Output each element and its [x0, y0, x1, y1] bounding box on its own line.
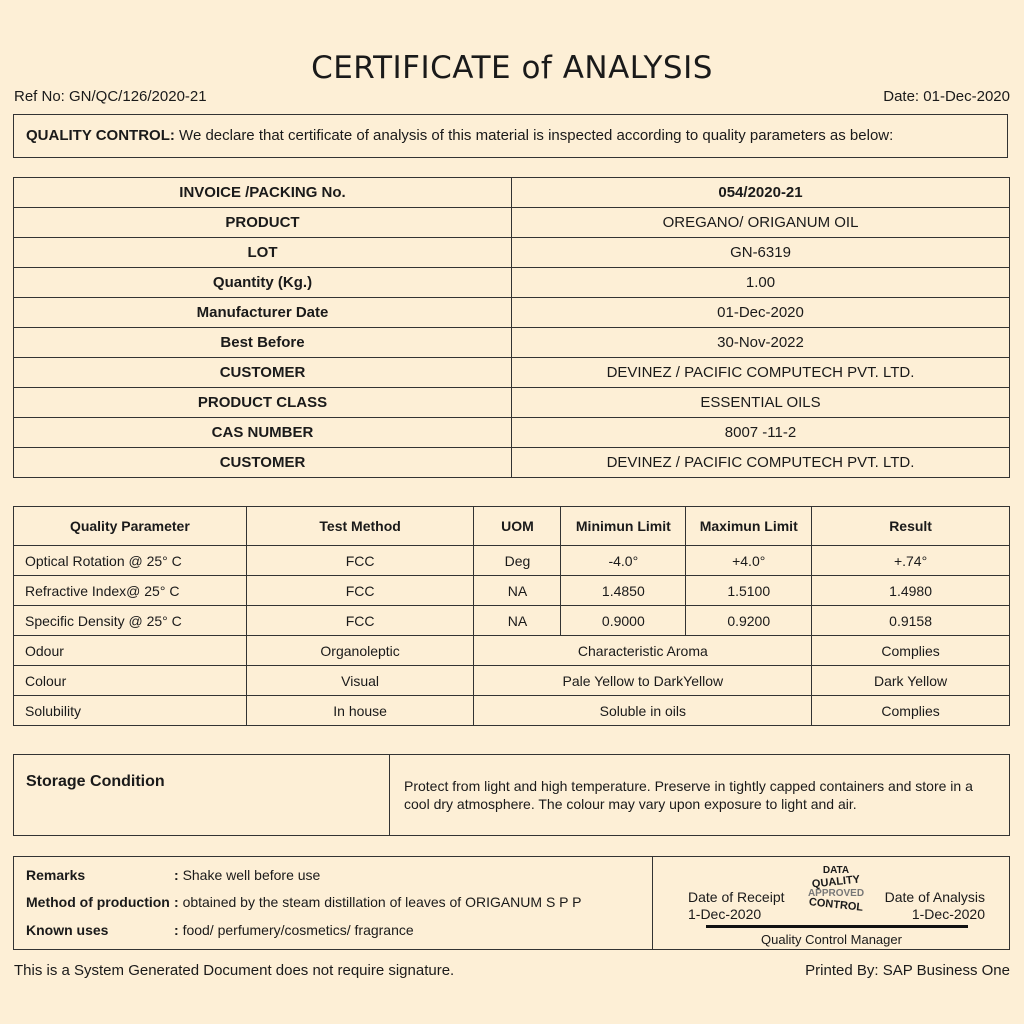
table-row [14, 636, 1010, 666]
qc-text: We declare that certificate of analysis of this material is inspected according to quality parameters as below: [174, 127, 894, 144]
table-row [14, 666, 1010, 696]
quality-parameters-table [13, 506, 1010, 726]
table-cell: Specific Density @ 25° C [14, 606, 247, 636]
remarks-row: Remarks : Shake well before use [26, 867, 321, 883]
printed-by: Printed By: SAP Business One [805, 962, 1010, 979]
document-date: Date: 01-Dec-2020 [883, 88, 1010, 105]
info-key: CAS NUMBER [14, 418, 512, 448]
table-cell: Solubility [14, 696, 247, 726]
info-value: 30-Nov-2022 [512, 328, 1010, 358]
table-row [14, 546, 1010, 576]
divider [652, 857, 653, 949]
info-value: DEVINEZ / PACIFIC COMPUTECH PVT. LTD. [512, 448, 1010, 478]
remarks-value: Shake well before use [182, 867, 321, 883]
method-row: Method of production : obtained by the steam distillation of leaves of ORIGANUM S P P [26, 894, 582, 910]
table-cell: 1.4980 [812, 576, 1010, 606]
remarks-box [13, 856, 1010, 950]
table-cell: Characteristic Aroma [474, 636, 812, 666]
table-cell: Deg [474, 546, 561, 576]
column-header: UOM [474, 507, 561, 546]
info-key: Best Before [14, 328, 512, 358]
table-cell: In house [246, 696, 474, 726]
info-key: PRODUCT [14, 208, 512, 238]
table-cell: Organoleptic [246, 636, 474, 666]
product-info-table [13, 177, 1010, 478]
stamp-text: APPROVED [807, 888, 865, 899]
column-header: Test Method [246, 507, 474, 546]
table-cell: Odour [14, 636, 247, 666]
receipt-label: Date of Receipt [688, 889, 785, 905]
analysis-label: Date of Analysis [884, 889, 985, 905]
table-cell: Pale Yellow to DarkYellow [474, 666, 812, 696]
stamp-text: CONTROL [808, 896, 864, 914]
table-cell: NA [474, 576, 561, 606]
info-row [14, 388, 1010, 418]
table-cell: +4.0° [686, 546, 812, 576]
table-cell: Optical Rotation @ 25° C [14, 546, 247, 576]
stamp-text: QUALITY [811, 873, 861, 891]
storage-label: Storage Condition [26, 773, 165, 790]
info-value: 01-Dec-2020 [512, 298, 1010, 328]
stamp-text: DATA [822, 865, 850, 876]
qc-label: QUALITY CONTROL: [26, 127, 175, 144]
table-cell: Dark Yellow [812, 666, 1010, 696]
uses-value: food/ perfumery/cosmetics/ fragrance [182, 922, 414, 938]
analysis-value: 1-Dec-2020 [911, 906, 985, 922]
info-key: Quantity (Kg.) [14, 268, 512, 298]
storage-condition-box [13, 754, 1010, 836]
storage-text: Protect from light and high temperature. Preserve in tightly capped containers and store in a cool dry atmosphere. The colour may vary upon exposure to light and air. [404, 778, 973, 812]
table-cell: Visual [246, 666, 474, 696]
approved-stamp [804, 865, 868, 925]
table-cell: Soluble in oils [474, 696, 812, 726]
info-row [14, 328, 1010, 358]
table-cell: FCC [246, 606, 474, 636]
table-row [14, 576, 1010, 606]
method-value: obtained by the steam distillation of leaves of ORIGANUM S P P [182, 894, 582, 910]
info-row [14, 418, 1010, 448]
table-cell: 0.9200 [686, 606, 812, 636]
info-value: GN-6319 [512, 238, 1010, 268]
info-value: DEVINEZ / PACIFIC COMPUTECH PVT. LTD. [512, 358, 1010, 388]
table-row [14, 606, 1010, 636]
info-row [14, 238, 1010, 268]
info-key: INVOICE /PACKING No. [14, 178, 512, 208]
uses-row: Known uses : food/ perfumery/cosmetics/ fragrance [26, 922, 414, 938]
remarks-key: Remarks [26, 867, 86, 883]
info-key: CUSTOMER [14, 358, 512, 388]
table-cell: FCC [246, 576, 474, 606]
table-cell: NA [474, 606, 561, 636]
column-header: Minimun Limit [561, 507, 686, 546]
column-header: Quality Parameter [14, 507, 247, 546]
info-row [14, 208, 1010, 238]
table-cell: 1.5100 [686, 576, 812, 606]
uses-key: Known uses [26, 922, 109, 938]
info-key: LOT [14, 238, 512, 268]
manager-label: Quality Control Manager [761, 932, 902, 947]
info-key: Manufacturer Date [14, 298, 512, 328]
info-value: OREGANO/ ORIGANUM OIL [512, 208, 1010, 238]
table-cell: +.74° [812, 546, 1010, 576]
info-value: 8007 -11-2 [512, 418, 1010, 448]
column-header: Result [812, 507, 1010, 546]
info-row [14, 358, 1010, 388]
receipt-value: 1-Dec-2020 [688, 906, 762, 922]
info-row [14, 298, 1010, 328]
reference-number: Ref No: GN/QC/126/2020-21 [14, 88, 207, 105]
info-value: 1.00 [512, 268, 1010, 298]
quality-control-statement [13, 114, 1008, 158]
info-row [14, 268, 1010, 298]
info-row [14, 178, 1010, 208]
table-cell: FCC [246, 546, 474, 576]
table-cell: -4.0° [561, 546, 686, 576]
divider [389, 755, 390, 835]
table-cell: Complies [812, 696, 1010, 726]
info-value: 054/2020-21 [512, 178, 1010, 208]
table-cell: 1.4850 [561, 576, 686, 606]
info-row [14, 448, 1010, 478]
table-cell: Colour [14, 666, 247, 696]
table-cell: 0.9158 [812, 606, 1010, 636]
approval-area [654, 857, 1009, 949]
table-cell: 0.9000 [561, 606, 686, 636]
table-row [14, 696, 1010, 726]
table-cell: Refractive Index@ 25° C [14, 576, 247, 606]
info-key: CUSTOMER [14, 448, 512, 478]
method-key: Method of production [26, 894, 170, 910]
footer-note: This is a System Generated Document does not require signature. [14, 962, 455, 979]
signature-line [706, 925, 968, 928]
info-key: PRODUCT CLASS [14, 388, 512, 418]
info-value: ESSENTIAL OILS [512, 388, 1010, 418]
table-cell: Complies [812, 636, 1010, 666]
column-header: Maximun Limit [686, 507, 812, 546]
page-title: CERTIFICATE of ANALYSIS [311, 50, 713, 86]
